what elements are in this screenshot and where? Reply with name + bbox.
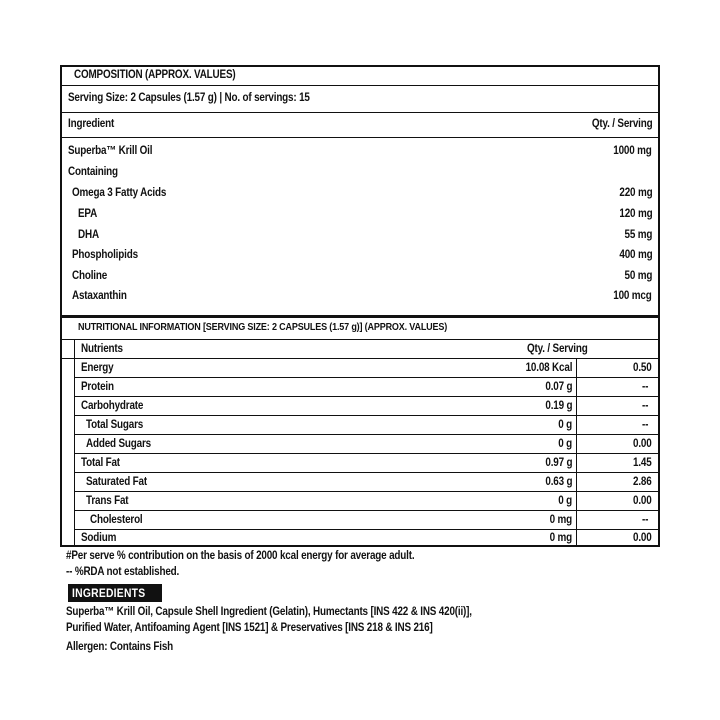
- ingredient-name: Omega 3 Fatty Acids: [72, 187, 167, 199]
- composition-title: COMPOSITION (APPROX. VALUES): [74, 69, 236, 81]
- ingredients-badge-label: INGREDIENTS: [72, 586, 146, 600]
- column-divider: [576, 358, 577, 545]
- nutrient-qty: 0 mg: [549, 514, 572, 526]
- ingredient-qty: 55 mg: [624, 229, 652, 241]
- nutrition-table: [60, 316, 660, 547]
- divider: [74, 491, 658, 492]
- allergen-line: Allergen: Contains Fish: [66, 641, 174, 653]
- nutrient-qty: 0.63 g: [544, 476, 572, 488]
- nutrient-rda: 0.00: [633, 495, 652, 507]
- nutrient-rda: --: [641, 400, 648, 412]
- ingredient-name: DHA: [78, 229, 99, 241]
- ingredient-name: Choline: [72, 270, 108, 282]
- nutrient-name: Sodium: [81, 532, 117, 544]
- ingredient-qty: 120 mg: [618, 208, 652, 220]
- divider: [62, 112, 658, 113]
- nutrient-rda: 1.45: [633, 457, 652, 469]
- ingredient-header: Ingredient: [68, 118, 115, 130]
- nutrient-rda: 0.00: [633, 438, 652, 450]
- nutrient-rda: --: [641, 381, 648, 393]
- divider: [74, 415, 658, 416]
- nutrient-qty: 0.97 g: [544, 457, 572, 469]
- nutrition-title: NUTRITIONAL INFORMATION [SERVING SIZE: 2 CAPSULES (1.57 g)] (APPROX. VALUES): [78, 321, 448, 333]
- nutrient-name: Trans Fat: [86, 495, 129, 507]
- nutrient-name: Added Sugars: [86, 438, 151, 450]
- nutrient-name: Total Sugars: [86, 419, 144, 431]
- nutrient-rda: 2.86: [633, 476, 652, 488]
- nutrient-qty: 0 g: [558, 438, 572, 450]
- ingredient-qty: 400 mg: [618, 249, 652, 261]
- ingredients-line: Purified Water, Antifoaming Agent [INS 1521] & Preservatives [INS 218 & INS 216]: [66, 622, 433, 634]
- composition-table: [60, 65, 660, 317]
- ingredients-line: Superba™ Krill Oil, Capsule Shell Ingredient (Gelatin), Humectants [INS 422 & INS 420(ii)],: [66, 606, 472, 618]
- nutrient-name: Carbohydrate: [81, 400, 144, 412]
- ingredient-name: Phospholipids: [72, 249, 138, 261]
- nutrient-rda: --: [641, 514, 648, 526]
- serving-info: Serving Size: 2 Capsules (1.57 g) | No. of servings: 15: [68, 92, 310, 104]
- nutrient-rda: --: [641, 419, 648, 431]
- footnote: -- %RDA not established.: [66, 566, 180, 578]
- ingredient-qty: 1000 mg: [613, 145, 652, 157]
- nutrient-name: Total Fat: [81, 457, 120, 469]
- ingredient-name: Containing: [68, 166, 118, 178]
- ingredient-qty: 220 mg: [618, 187, 652, 199]
- nutrient-name: Energy: [81, 362, 114, 374]
- nutrient-qty: 0 g: [558, 419, 572, 431]
- nutrient-name: Protein: [81, 381, 114, 393]
- nutrients-header: Nutrients: [81, 343, 123, 355]
- divider: [74, 472, 658, 473]
- divider: [62, 137, 658, 138]
- column-divider: [74, 339, 75, 545]
- divider: [74, 434, 658, 435]
- divider: [74, 377, 658, 378]
- footnote: #Per serve % contribution on the basis of 2000 kcal energy for average adult.: [66, 550, 415, 562]
- nutrient-rda: 0.00: [633, 532, 652, 544]
- qty-header: Qty. / Serving: [527, 343, 588, 355]
- nutrient-qty: 10.08 Kcal: [525, 362, 572, 374]
- divider: [74, 453, 658, 454]
- divider: [62, 339, 658, 340]
- divider: [62, 358, 658, 359]
- divider: [62, 85, 658, 86]
- ingredient-name: Astaxanthin: [72, 290, 127, 302]
- ingredient-qty: 100 mcg: [613, 290, 652, 302]
- ingredient-name: EPA: [78, 208, 98, 220]
- ingredient-qty: 50 mg: [624, 270, 652, 282]
- nutrient-qty: 0.07 g: [544, 381, 572, 393]
- ingredients-badge: [68, 584, 162, 602]
- nutrient-qty: 0 g: [558, 495, 572, 507]
- nutrient-qty: 0.19 g: [544, 400, 572, 412]
- divider: [74, 396, 658, 397]
- qty-header: Qty. / Serving: [591, 118, 652, 130]
- nutrient-rda: 0.50: [633, 362, 652, 374]
- nutrient-qty: 0 mg: [549, 532, 572, 544]
- divider: [74, 510, 658, 511]
- divider: [74, 529, 658, 530]
- ingredient-name: Superba™ Krill Oil: [68, 145, 153, 157]
- nutrient-name: Saturated Fat: [86, 476, 147, 488]
- nutrient-name: Cholesterol: [90, 514, 143, 526]
